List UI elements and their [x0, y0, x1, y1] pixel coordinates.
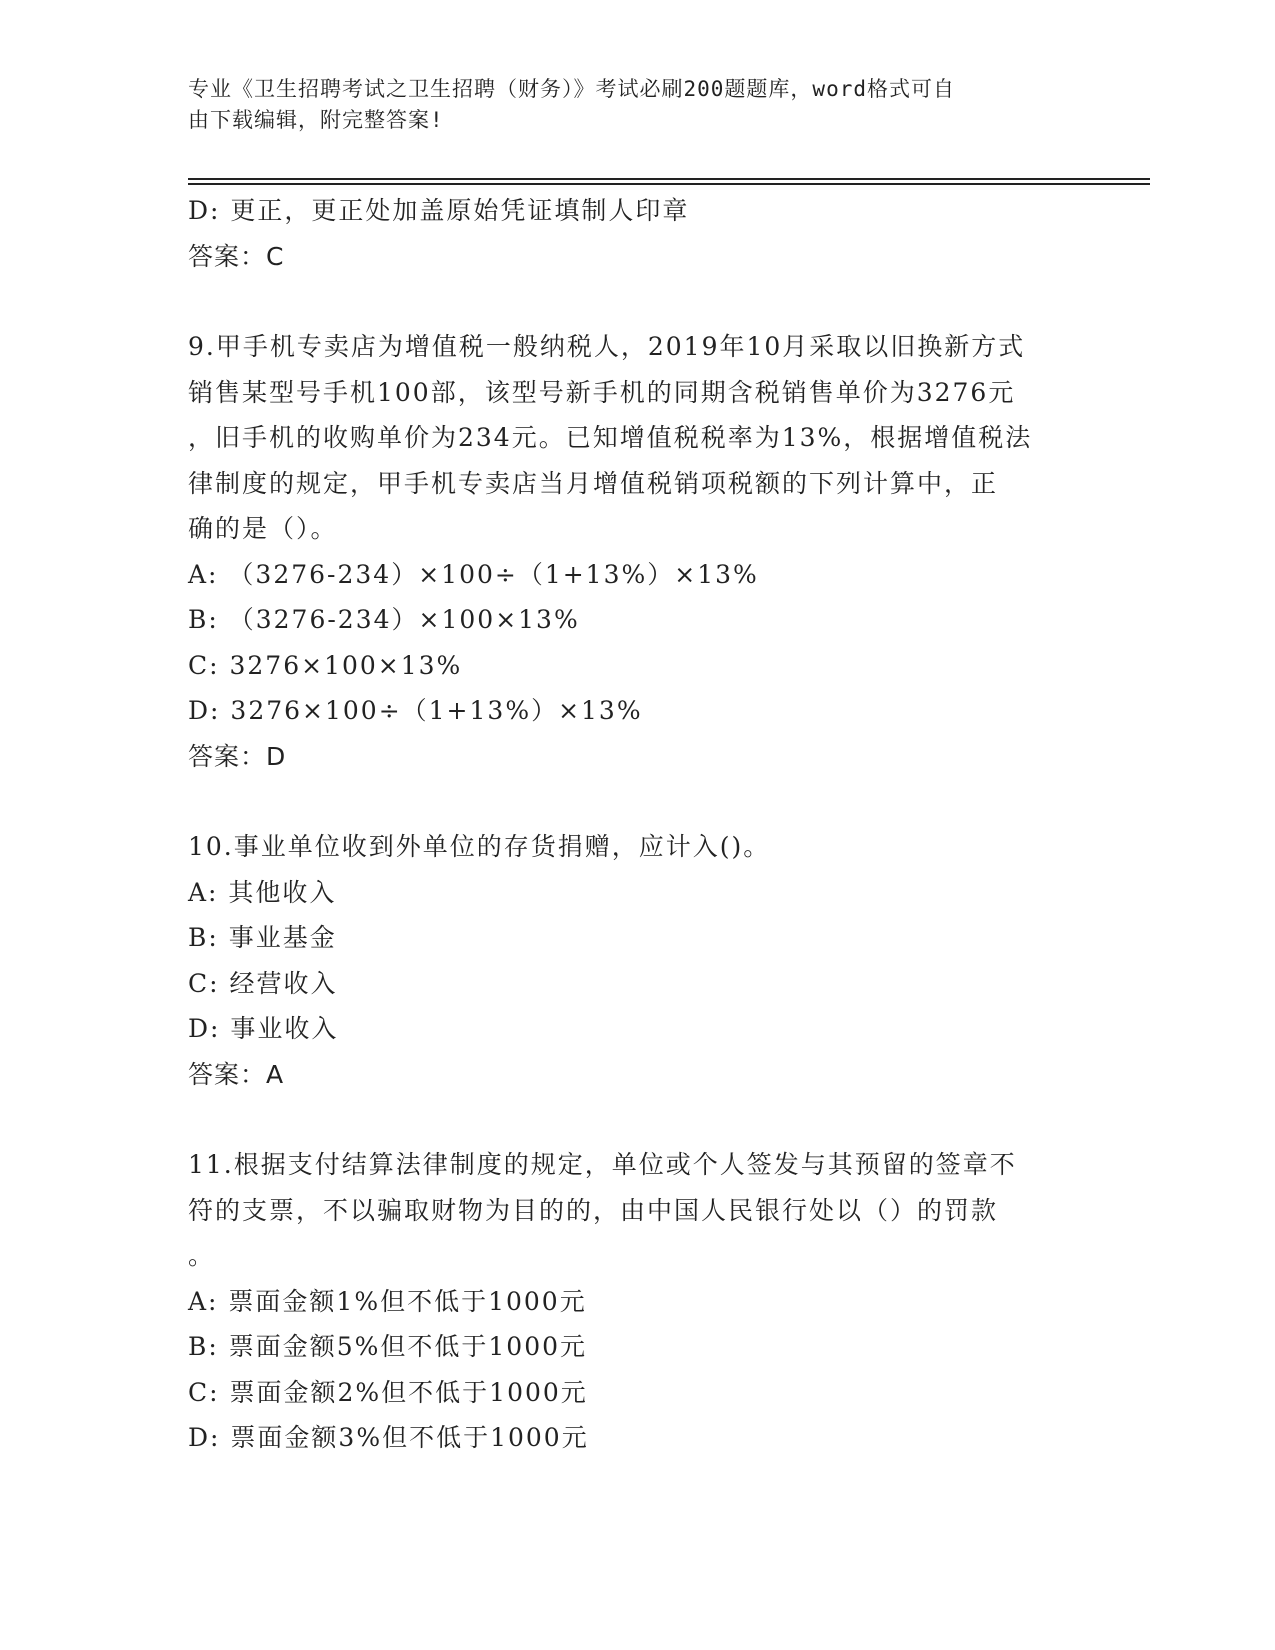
question-stem-line: 销售某型号手机100部，该型号新手机的同期含税销售单价为3276元 [188, 377, 1016, 407]
answer-line: 答案：C [188, 241, 285, 271]
question-11 [188, 1142, 1088, 1461]
option-b: B: 事业基金 [188, 923, 337, 952]
option-a: A: 其他收入 [188, 877, 337, 907]
option-d: D: 更正，更正处加盖原始凭证填制人印章 [188, 196, 690, 225]
question-stem-line: ，旧手机的收购单价为234元。已知增值税税率为13%，根据增值税法 [188, 423, 1033, 452]
option-d: D: 事业收入 [188, 1014, 339, 1043]
spacer [188, 779, 1088, 824]
option-d: D: 票面金额3%但不低于1000元 [188, 1423, 589, 1452]
option-c: C: 3276×100×13% [188, 650, 463, 680]
spacer [188, 279, 1088, 324]
question-10 [188, 824, 1088, 1097]
option-a: A: （3276-234）×100÷（1+13%）×13% [188, 559, 759, 589]
question-stem-line: 律制度的规定，甲手机专卖店当月增值税销项税额的下列计算中，正 [188, 468, 999, 498]
option-c: C: 票面金额2%但不低于1000元 [188, 1377, 588, 1407]
question-9 [188, 324, 1088, 779]
document-body [188, 188, 1088, 1461]
option-a: A: 票面金额1%但不低于1000元 [188, 1286, 587, 1316]
option-d: D: 3276×100÷（1+13%）×13% [188, 696, 643, 725]
header-rule-top [188, 178, 1150, 180]
question-stem-line: 11.根据支付结算法律制度的规定，单位或个人签发与其预留的签章不 [188, 1150, 1017, 1179]
option-b: B: （3276-234）×100×13% [188, 605, 580, 634]
previous-question-tail [188, 188, 1088, 279]
page-header [188, 74, 1088, 136]
option-c: C: 经营收入 [188, 968, 338, 998]
question-stem-line: 符的支票，不以骗取财物为目的的，由中国人民银行处以（）的罚款 [188, 1195, 999, 1225]
header-line-2: 由下载编辑，附完整答案! [188, 108, 444, 132]
header-rule-bottom [188, 183, 1150, 185]
question-stem-line: 确的是（）。 [188, 514, 338, 543]
question-stem-line: 9.甲手机专卖店为增值税一般纳税人，2019年10月采取以旧换新方式 [188, 332, 1026, 361]
answer-line: 答案：D [188, 741, 287, 771]
question-stem-line: 10.事业单位收到外单位的存货捐赠，应计入()。 [188, 832, 771, 861]
header-line-1: 专业《卫生招聘考试之卫生招聘（财务）》考试必刷200题题库，word格式可自 [188, 77, 955, 101]
option-b: B: 票面金额5%但不低于1000元 [188, 1332, 588, 1361]
spacer [188, 1097, 1088, 1142]
question-stem-line: 。 [188, 1241, 216, 1270]
answer-line: 答案：A [188, 1059, 285, 1089]
